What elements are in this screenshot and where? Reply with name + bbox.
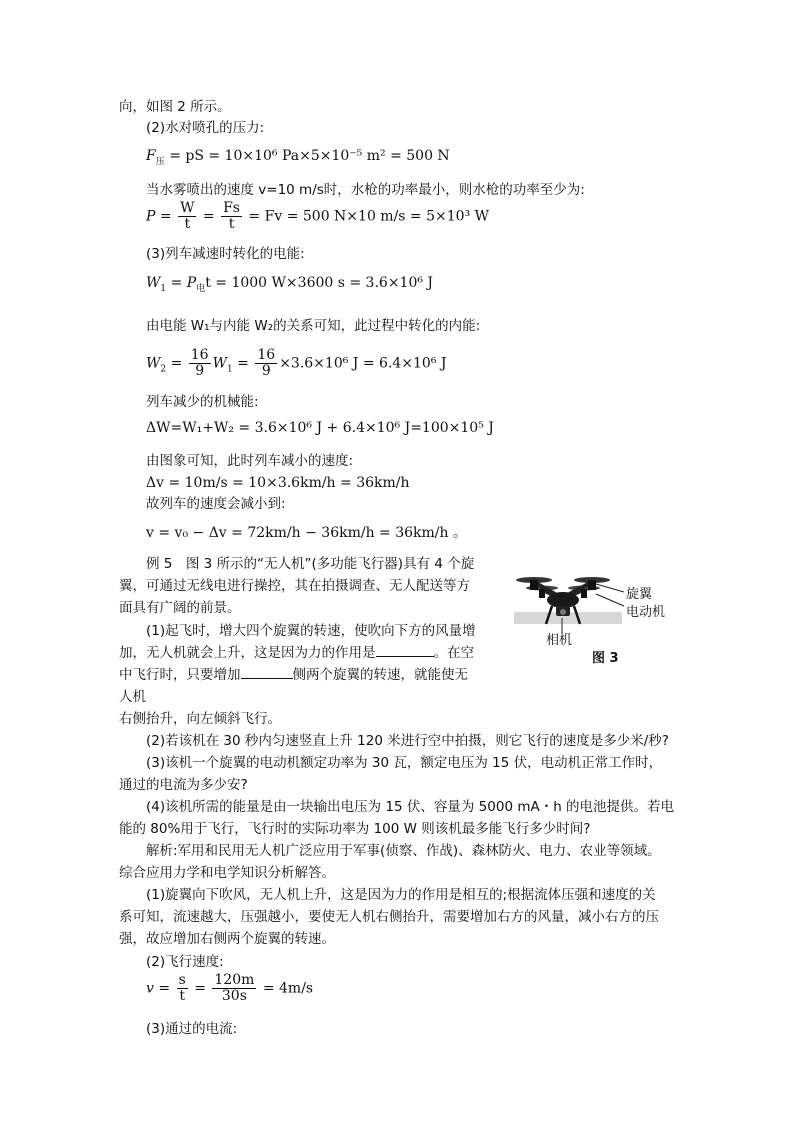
text-line: 当水雾喷出的速度 v=10 m/s时，水枪的功率最小，则水枪的功率至少为: bbox=[146, 182, 585, 198]
equation-power: P = $\frac{W}{t}$ = $\frac{Fs}{t}$ = Fv = 500 N×10 m/s = 5×10³ W bbox=[146, 200, 490, 232]
equation-internal-energy: $W_2$ = $\frac{16}{9}$ $W_1$ = $\frac{16}{9}$ ×3.6×10⁶ J = 6.4×10⁶ J bbox=[146, 347, 447, 379]
label-motor: 电动机 bbox=[626, 605, 666, 620]
text-line: 向，如图 2 所示。 bbox=[119, 99, 231, 115]
text-line: 强，故应增加右侧两个旋翼的转速。 bbox=[119, 931, 335, 947]
equation-flight-speed: v = $\frac{s}{t}$ = $\frac{120m}{30s}$ = 4m/s bbox=[146, 972, 314, 1004]
equation-electric-energy: $W_1 = P_电t = 1000$ W×3600 s = 3.6×10⁶ J bbox=[146, 275, 434, 294]
equation-water-pressure-force: $F_压$ = pS = 10×10⁶ Pa×5×10⁻⁵ m² = 500 N bbox=[146, 148, 450, 167]
text-line: (3)该机一个旋翼的电动机额定功率为 30 瓦，额定电压为 15 伏，电动机正常工作时， bbox=[146, 755, 663, 771]
text-line: (2)水对喷孔的压力: bbox=[146, 120, 265, 136]
answer-blank[interactable] bbox=[376, 656, 434, 657]
text-line: 能的 80%用于飞行，飞行时的实际功率为 100 W 则该机最多能飞行多少时间? bbox=[119, 821, 591, 837]
text-line: (2)飞行速度: bbox=[146, 954, 224, 970]
text-line: (2)若该机在 30 秒内匀速竖直上升 120 米进行空中拍摄，则它飞行的速度是多少米/秒? bbox=[146, 733, 669, 749]
equation-speed-decrease: Δv = 10m/s = 10×3.6km/h = 36km/h bbox=[146, 475, 410, 491]
text-line: 综合应用力学和电学知识分析解答。 bbox=[119, 865, 335, 881]
text-line: 解析:军用和民用无人机广泛应用于军事(侦察、作战)、森林防火、电力、农业等领域。 bbox=[146, 843, 661, 859]
text-line: 右侧抬升，向左倾斜飞行。 bbox=[119, 711, 281, 727]
text-line-with-blank: 中飞行时，只要增加 侧两个旋翼的转速，就能使无 bbox=[119, 667, 468, 683]
figure-3-drone bbox=[512, 562, 674, 670]
text-line: 翼，可通过无线电进行操控，其在拍摄调查、无人配送等方 bbox=[119, 578, 470, 594]
figure-caption: 图 3 bbox=[592, 651, 619, 666]
text-line: 列车减少的机械能: bbox=[146, 394, 259, 410]
text-line: (3)列车减速时转化的电能: bbox=[146, 246, 305, 262]
text-line: (3)通过的电流: bbox=[146, 1021, 238, 1037]
text-line: (1)起飞时，增大四个旋翼的转速，使吹向下方的风量增 bbox=[146, 623, 476, 639]
label-camera: 相机 bbox=[546, 633, 573, 648]
text-line: 故列车的速度会减小到: bbox=[146, 496, 286, 512]
text-line: 系可知，流速越大，压强越小，要使无人机右侧抬升，需要增加右方的风量，减小右方的压 bbox=[119, 909, 659, 925]
text-line: 由图象可知，此时列车减小的速度: bbox=[146, 453, 354, 469]
text-line: 由电能 W₁与内能 W₂的关系可知，此过程中转化的内能: bbox=[146, 318, 481, 334]
text-line: 面具有广阔的前景。 bbox=[119, 600, 241, 616]
text-line-with-blank: 加，无人机就会上升，这是因为力的作用是 。在空 bbox=[119, 645, 474, 661]
text-line: 人机 bbox=[119, 689, 146, 705]
answer-blank[interactable] bbox=[241, 678, 293, 679]
equation-final-speed: v = v₀ − Δv = 72km/h − 36km/h = 36km/h 。 bbox=[146, 525, 467, 541]
equation-mechanical-energy: ΔW=W₁+W₂ = 3.6×10⁶ J + 6.4×10⁶ J=100×10⁵ J bbox=[146, 420, 494, 436]
text-line: 例 5 图 3 所示的“无人机”(多功能飞行器)具有 4 个旋 bbox=[146, 556, 475, 572]
label-rotor: 旋翼 bbox=[626, 587, 653, 602]
text-line: 通过的电流为多少安? bbox=[119, 777, 248, 793]
text-line: (1)旋翼向下吹风，无人机上升，这是因为力的作用是相互的;根据流体压强和速度的关 bbox=[146, 887, 656, 903]
text-line: (4)该机所需的能量是由一块输出电压为 15 伏、容量为 5000 mA・h 的电池提供。若电 bbox=[146, 799, 675, 815]
